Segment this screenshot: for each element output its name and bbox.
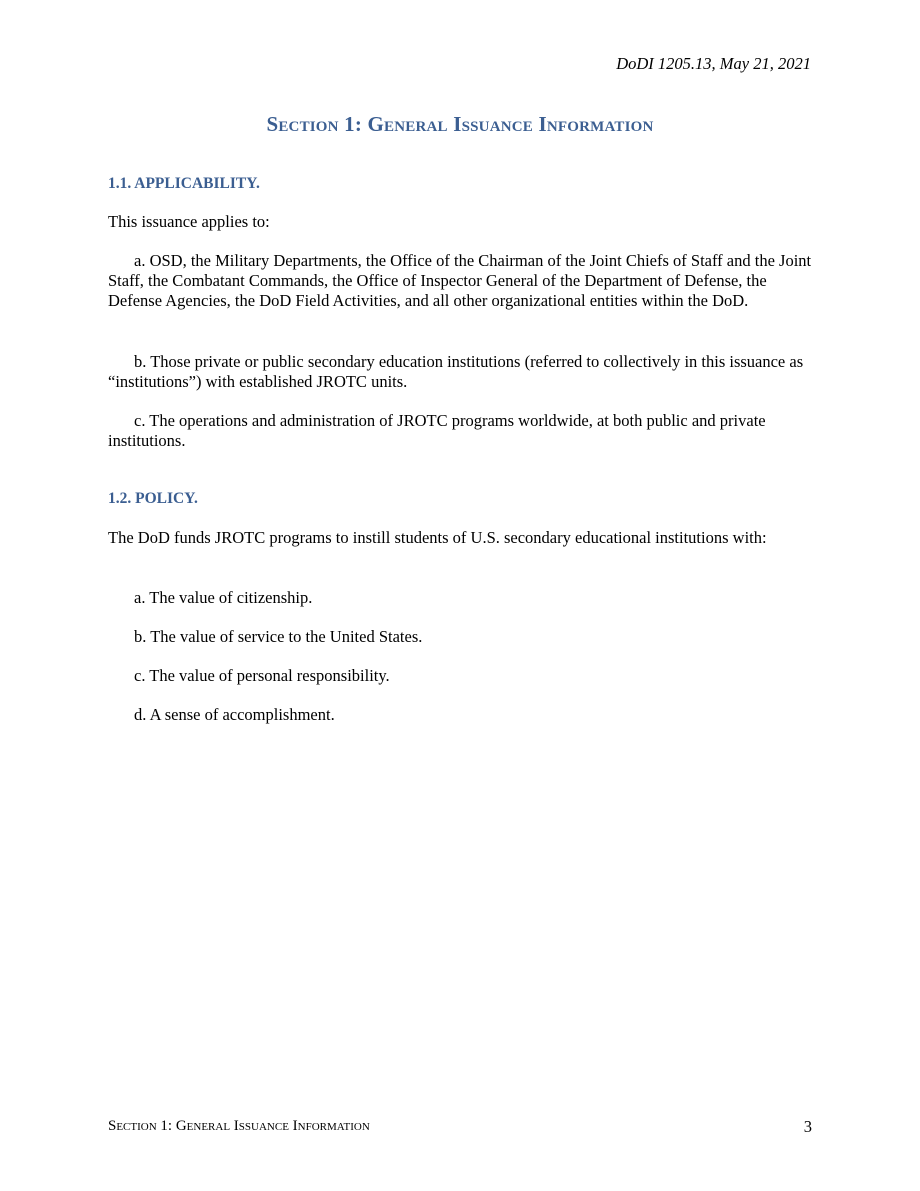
section-title: Section 1: General Issuance Information — [266, 112, 654, 136]
page-number: 3 — [803, 1117, 812, 1136]
policy-item-a: a. The value of citizenship. — [134, 588, 313, 607]
applicability-item-b: b. Those private or public secondary education institutions (referred to collectively in this issuance as “institutions”) with established JROTC units. — [108, 352, 804, 391]
applicability-item-c: c. The operations and administration of JROTC programs worldwide, at both public and private institutions. — [108, 411, 766, 450]
policy-item-c: c. The value of personal responsibility. — [134, 666, 390, 685]
policy-item-b: b. The value of service to the United States. — [134, 627, 423, 646]
policy-intro: The DoD funds JROTC programs to instill students of U.S. secondary educational institutions with: — [108, 528, 767, 547]
applicability-item-a: a. OSD, the Military Departments, the Office of the Chairman of the Joint Chiefs of Staff and the Joint Staff, the Combatant Commands, the Office of Inspector General of the Department of Defense, the Defense Agencies, the DoD Field Activities, and all other organizational entities within the DoD. — [108, 251, 812, 310]
heading-policy: 1.2. POLICY. — [108, 490, 198, 507]
applicability-intro: This issuance applies to: — [108, 212, 270, 231]
policy-item-d: d. A sense of accomplishment. — [134, 705, 335, 724]
document-reference: DoDI 1205.13, May 21, 2021 — [616, 54, 811, 73]
heading-applicability: 1.1. APPLICABILITY. — [108, 175, 260, 192]
footer-section-label: Section 1: General Issuance Information — [108, 1118, 370, 1134]
